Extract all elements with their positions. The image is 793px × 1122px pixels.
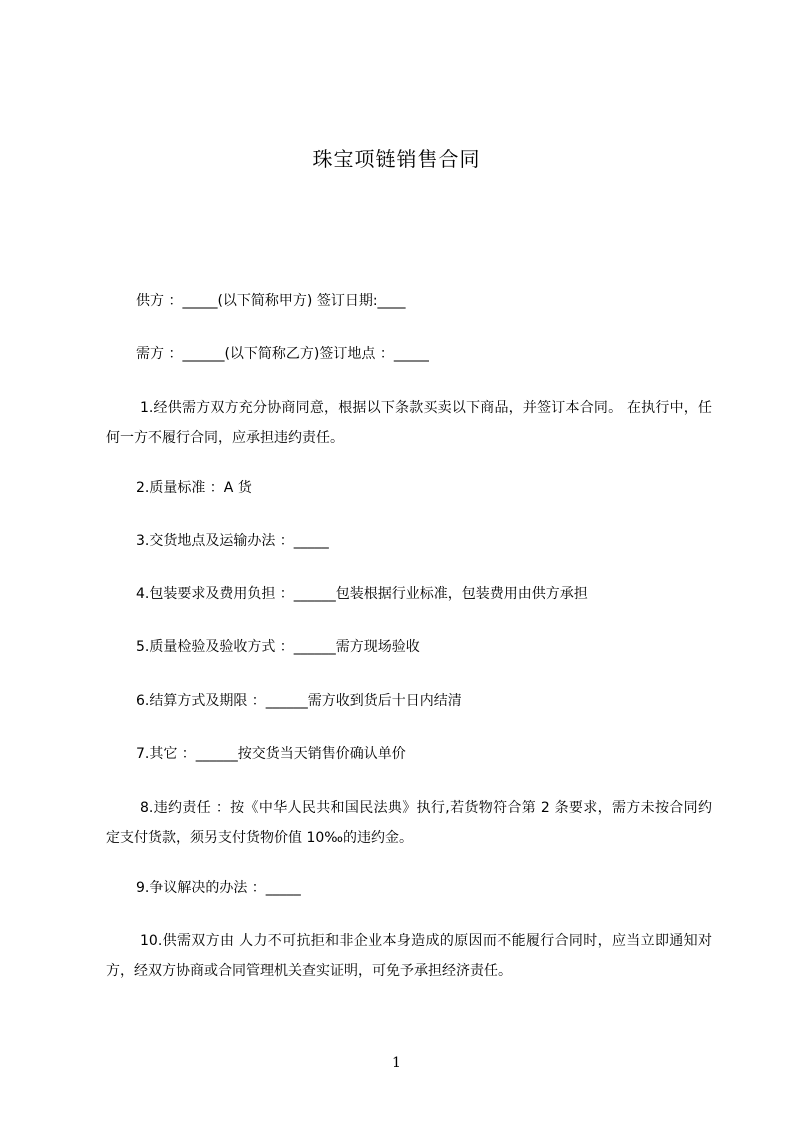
clause-4: 4.包装要求及费用负担 ：______包装根据行业标准，包装费用由供方承担 [136,586,588,602]
clause-7: 7.其它 ：______按交货当天销售价确认单价 [136,746,406,762]
clause-3: 3.交货地点及运输办法 ：_____ [136,533,329,549]
supplier-line: 供方 ：_____(以下简称甲方) 签订日期:____ [136,293,406,309]
document-title: 珠宝项链销售合同 [312,147,481,171]
page-number: 1 [392,1055,401,1071]
clause-2: 2.质量标准 ：A 货 [136,480,252,496]
clause-5: 5.质量检验及验收方式 ：______需方现场验收 [136,639,420,655]
clause-10: 10.供需双方由 人力不可抗拒和非企业本身造成的原因而不能履行合同时，应当立即通知对方，经双方协商或合同管理机关查实证明，可免予承担经济责任。 [106,933,712,979]
clause-1: 1.经供需方双方充分协商同意，根据以下条款买卖以下商品，并签订本合同。 在执行中，任何一方不履行合同，应承担违约责任。 [106,400,712,446]
buyer-line: 需方 ：______(以下简称乙方)签订地点 ：_____ [136,346,429,362]
clause-9: 9.争议解决的办法 ：_____ [136,880,301,896]
clause-6: 6.结算方式及期限 ：______需方收到货后十日内结清 [136,693,462,709]
clause-8: 8.违约责任 ：按《中华人民共和国民法典》执行,若货物符合第 2 条要求，需方未按合同约定支付货款，须另支付货物价值 10‰的违约金。 [106,800,712,846]
